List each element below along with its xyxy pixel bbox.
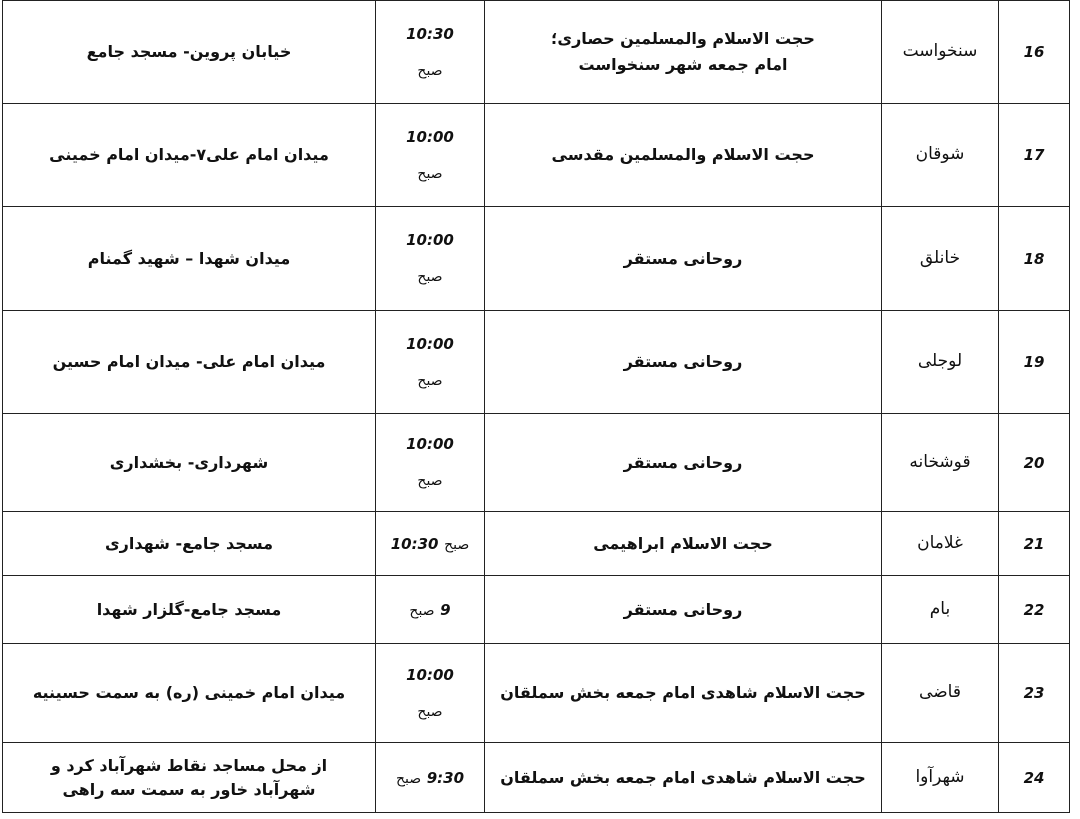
gathering-place: [3, 414, 376, 512]
imam-name: [485, 207, 882, 311]
row-number: 22: [999, 576, 1070, 644]
imam-name: [485, 743, 882, 813]
gathering-place: [3, 743, 376, 813]
place-line: مسجد جامع-گلزار شهدا: [96, 599, 282, 619]
row-number: 23: [999, 644, 1070, 743]
imam-line: حجت الاسلام ابراهیمی: [593, 533, 773, 553]
gathering-place: [3, 576, 376, 644]
time-suffix: صبح: [417, 62, 443, 79]
place-line: شهرآباد خاور به سمت سه راهی: [62, 779, 316, 799]
city-name: غلامان: [882, 512, 999, 576]
time-value: 10:00: [406, 231, 454, 250]
time-suffix: صبح: [417, 703, 443, 720]
imam-line: امام جمعه شهر سنخواست: [578, 55, 788, 74]
time-value: 9: [440, 600, 451, 619]
table-row: [3, 311, 1070, 414]
time-cell: [376, 414, 485, 512]
city-name: خانلق: [882, 207, 999, 311]
row-number: 20: [999, 414, 1070, 512]
imam-line: حجت الاسلام والمسلمین حصاری؛: [551, 29, 815, 49]
table-row: [3, 207, 1070, 311]
gathering-place: [3, 644, 376, 743]
place-line: میدان امام علی- میدان امام حسین: [52, 352, 326, 372]
time-value: 10:30: [406, 24, 454, 43]
time-suffix: صبح: [444, 536, 470, 553]
page-bottom-rule: [2, 812, 1070, 813]
place-line: مسجد جامع- شهداری: [104, 533, 273, 553]
table-row: [3, 512, 1070, 576]
city-name: قاضی: [882, 644, 999, 743]
table-row: [3, 104, 1070, 207]
time-suffix: صبح: [417, 165, 443, 182]
time-value: 10:30: [390, 534, 439, 553]
gathering-place: [3, 512, 376, 576]
schedule-table: [2, 0, 1070, 813]
gathering-place: [3, 311, 376, 414]
row-number: 16: [999, 1, 1070, 104]
row-number: 18: [999, 207, 1070, 311]
imam-name: [485, 104, 882, 207]
time-cell: [376, 743, 485, 813]
time-cell: [376, 644, 485, 743]
city-name: سنخواست: [882, 1, 999, 104]
place-line: میدان امام خمینی (ره) به سمت حسینیه: [32, 683, 346, 703]
time-cell: [376, 1, 485, 104]
imam-name: [485, 311, 882, 414]
gathering-place: [3, 207, 376, 311]
row-number: 21: [999, 512, 1070, 576]
table-row: [3, 743, 1070, 813]
row-number: 24: [999, 743, 1070, 813]
table-row: [3, 414, 1070, 512]
city-name: شوقان: [882, 104, 999, 207]
time-value: 10:00: [406, 127, 454, 146]
imam-name: [485, 576, 882, 644]
place-line: شهرداری- بخشداری: [109, 452, 269, 472]
gathering-place: [3, 1, 376, 104]
time-cell: [376, 104, 485, 207]
imam-name: [485, 1, 882, 104]
time-suffix: صبح: [417, 473, 443, 490]
table-row: [3, 644, 1070, 743]
table-row: [3, 576, 1070, 644]
imam-line: حجت الاسلام والمسلمین مقدسی: [551, 145, 815, 165]
row-number: 17: [999, 104, 1070, 207]
city-name: بام: [882, 576, 999, 644]
imam-line: روحانی مستقر: [623, 352, 743, 372]
time-cell: [376, 512, 485, 576]
time-cell: [376, 207, 485, 311]
imam-name: [485, 512, 882, 576]
imam-line: حجت الاسلام شاهدی امام جمعه بخش سملقان: [500, 683, 866, 703]
time-value: 10:00: [406, 334, 454, 353]
time-suffix: صبح: [409, 602, 435, 619]
place-line: از محل مساجد نقاط شهرآباد کرد و: [50, 755, 328, 775]
city-name: شهرآوا: [882, 743, 999, 813]
place-line: میدان امام علی۷-میدان امام خمینی: [49, 145, 329, 165]
imam-line: روحانی مستقر: [623, 599, 743, 619]
city-name: لوجلی: [882, 311, 999, 414]
time-suffix: صبح: [395, 770, 422, 787]
gathering-place: [3, 104, 376, 207]
imam-name: [485, 644, 882, 743]
imam-name: [485, 414, 882, 512]
city-name: قوشخانه: [882, 414, 999, 512]
time-value: 10:00: [406, 665, 454, 684]
row-number: 19: [999, 311, 1070, 414]
imam-line: حجت الاسلام شاهدی امام جمعه بخش سملقان: [500, 767, 866, 787]
time-cell: [376, 576, 485, 644]
time-value: 9:30: [426, 768, 465, 787]
time-cell: [376, 311, 485, 414]
time-value: 10:00: [406, 435, 454, 454]
place-line: خیابان پروین- مسجد جامع: [86, 42, 292, 62]
time-suffix: صبح: [417, 269, 443, 286]
imam-line: روحانی مستقر: [623, 452, 743, 472]
place-line: میدان شهدا – شهید گمنام: [87, 248, 291, 268]
table-row: [3, 1, 1070, 104]
imam-line: روحانی مستقر: [623, 248, 743, 268]
time-suffix: صبح: [417, 372, 443, 389]
